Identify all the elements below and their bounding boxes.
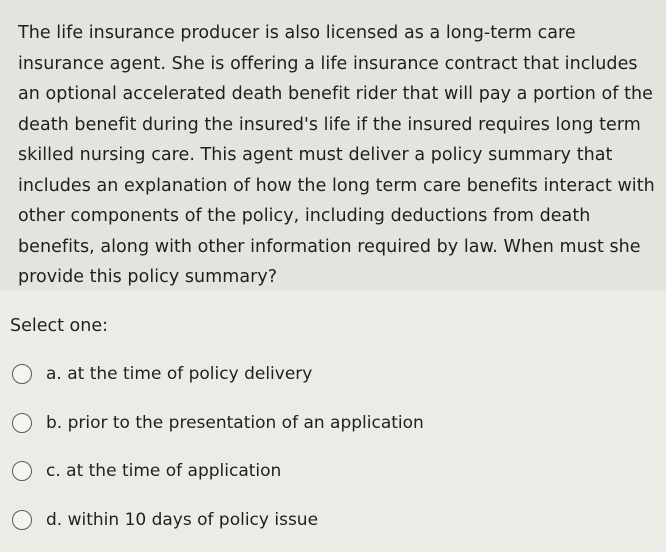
option-b[interactable] [0,407,666,456]
answer-options [0,358,666,552]
option-b-label[interactable]: b. prior to the presentation of an application [46,411,424,435]
option-d[interactable] [0,504,666,552]
option-c[interactable] [0,455,666,504]
option-a-radio[interactable] [12,364,32,384]
question-text: The life insurance producer is also licensed as a long-term care insurance agent. She is offering a life insurance contract that includes an optional accelerated death benefit rider that will pay a portion of the death benefit during the insured's life if the insured requires long term skilled nursing care. This agent must deliver a policy summary that includes an explanation of how the long term care benefits interact with other components of the policy, including deductions from death benefits, along with other information required by law. When must she provide this policy summary? [18,18,656,293]
option-c-radio[interactable] [12,461,32,481]
option-a-label[interactable]: a. at the time of policy delivery [46,362,312,386]
option-d-label[interactable]: d. within 10 days of policy issue [46,508,318,532]
option-d-radio[interactable] [12,510,32,530]
option-c-label[interactable]: c. at the time of application [46,459,281,483]
option-a[interactable] [0,358,666,407]
select-one-label: Select one: [10,314,108,338]
option-b-radio[interactable] [12,413,32,433]
